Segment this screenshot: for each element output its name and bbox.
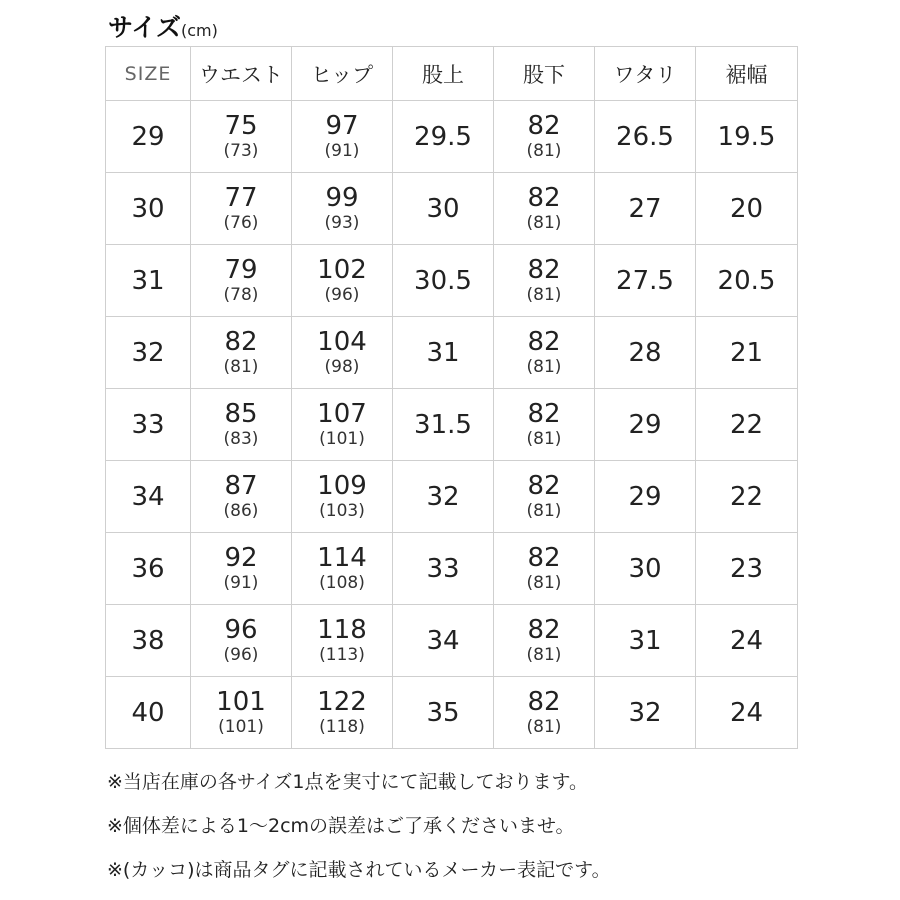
- cell-inseam: [494, 389, 595, 461]
- cell-hip-value: 107: [317, 398, 367, 429]
- cell-hip-value: 102: [317, 254, 367, 285]
- cell-thigh: [595, 389, 696, 461]
- cell-rise: [393, 677, 494, 749]
- title-unit: (cm): [181, 21, 218, 40]
- cell-rise-value: 30: [426, 193, 460, 224]
- cell-hip-value: 104: [317, 326, 367, 357]
- cell-inseam-tag-value: (81): [526, 572, 562, 593]
- cell-hem-value: 20.5: [717, 265, 776, 296]
- cell-waist: [191, 461, 292, 533]
- cell-rise-value: 34: [426, 625, 460, 656]
- header-hip: ヒップ: [292, 47, 393, 101]
- cell-thigh-value: 29: [628, 409, 662, 440]
- cell-hem: [696, 173, 798, 245]
- cell-waist-value: 92: [224, 542, 258, 573]
- cell-waist-tag-value: (78): [223, 284, 259, 305]
- cell-inseam: [494, 605, 595, 677]
- table-row: [106, 317, 798, 389]
- header-waist: ウエスト: [191, 47, 292, 101]
- cell-waist: [191, 101, 292, 173]
- cell-hem: [696, 533, 798, 605]
- cell-inseam-tag-value: (81): [526, 428, 562, 449]
- cell-hip: [292, 173, 393, 245]
- cell-waist-value: 79: [224, 254, 258, 285]
- cell-hem-value: 19.5: [717, 121, 776, 152]
- cell-hem: [696, 101, 798, 173]
- cell-thigh-value: 32: [628, 697, 662, 728]
- cell-rise: [393, 461, 494, 533]
- cell-thigh: [595, 173, 696, 245]
- cell-waist: [191, 677, 292, 749]
- cell-waist-tag-value: (81): [223, 356, 259, 377]
- cell-hip: [292, 533, 393, 605]
- cell-waist-value: 82: [224, 326, 258, 357]
- header-size: SIZE: [106, 47, 191, 101]
- cell-inseam: [494, 317, 595, 389]
- cell-inseam-value: 82: [527, 614, 561, 645]
- cell-hip: [292, 317, 393, 389]
- table-row: [106, 389, 798, 461]
- cell-hip-value: 99: [325, 182, 359, 213]
- cell-rise-value: 30.5: [414, 265, 472, 296]
- cell-rise-value: 31: [426, 337, 460, 368]
- cell-hem-value: 24: [729, 697, 764, 728]
- cell-hip-tag-value: (96): [324, 284, 360, 305]
- cell-thigh-value: 27.5: [616, 265, 674, 296]
- cell-hem: [696, 317, 798, 389]
- notes: [107, 760, 611, 892]
- table-row: [106, 677, 798, 749]
- size-table: [105, 46, 798, 749]
- cell-hip-tag-value: (113): [319, 644, 365, 665]
- cell-thigh: [595, 101, 696, 173]
- cell-size: 30: [106, 173, 191, 245]
- cell-thigh-value: 30: [628, 553, 662, 584]
- cell-thigh: [595, 605, 696, 677]
- cell-waist-value: 87: [224, 470, 258, 501]
- cell-rise: [393, 245, 494, 317]
- header-rise: 股上: [393, 47, 494, 101]
- cell-inseam-tag-value: (81): [526, 500, 562, 521]
- cell-hem: [696, 461, 798, 533]
- cell-inseam-tag-value: (81): [526, 284, 562, 305]
- table-row: [106, 461, 798, 533]
- cell-thigh: [595, 317, 696, 389]
- cell-waist-tag-value: (86): [223, 500, 259, 521]
- cell-thigh: [595, 461, 696, 533]
- cell-thigh-value: 29: [628, 481, 662, 512]
- cell-inseam-value: 82: [527, 398, 561, 429]
- cell-rise-value: 32: [426, 481, 460, 512]
- title-main: サイズ: [108, 13, 182, 42]
- table-row: [106, 245, 798, 317]
- header-hem: 裾幅: [696, 47, 798, 101]
- cell-waist: [191, 173, 292, 245]
- cell-waist-value: 77: [224, 182, 258, 213]
- page-title: [108, 8, 218, 42]
- cell-hip-value: 109: [317, 470, 367, 501]
- cell-rise: [393, 317, 494, 389]
- cell-waist-tag-value: (91): [223, 572, 259, 593]
- cell-inseam-value: 82: [527, 686, 561, 717]
- cell-hem-value: 22: [729, 481, 764, 512]
- cell-thigh: [595, 677, 696, 749]
- cell-inseam: [494, 533, 595, 605]
- cell-inseam-value: 82: [527, 326, 561, 357]
- cell-size: 36: [106, 533, 191, 605]
- cell-hem: [696, 677, 798, 749]
- cell-size: 29: [106, 101, 191, 173]
- cell-inseam: [494, 245, 595, 317]
- cell-inseam: [494, 461, 595, 533]
- cell-hip: [292, 101, 393, 173]
- cell-hip-tag-value: (103): [319, 500, 365, 521]
- cell-hem-value: 22: [729, 409, 764, 440]
- cell-rise: [393, 389, 494, 461]
- cell-waist-value: 75: [224, 110, 258, 141]
- cell-inseam-tag-value: (81): [526, 356, 562, 377]
- cell-hip-tag-value: (118): [319, 716, 365, 737]
- cell-waist-value: 101: [216, 686, 266, 717]
- cell-waist-value: 85: [224, 398, 258, 429]
- cell-waist: [191, 605, 292, 677]
- cell-inseam-value: 82: [527, 542, 561, 573]
- cell-inseam-tag-value: (81): [526, 644, 562, 665]
- cell-hip-tag-value: (108): [319, 572, 365, 593]
- note: ※(カッコ)は商品タグに記載されているメーカー表記です。: [107, 859, 611, 881]
- cell-waist-tag-value: (76): [223, 212, 259, 233]
- cell-hem-value: 23: [729, 553, 764, 584]
- cell-inseam: [494, 101, 595, 173]
- cell-rise: [393, 605, 494, 677]
- header-thigh: ワタリ: [595, 47, 696, 101]
- cell-inseam-value: 82: [527, 470, 561, 501]
- cell-inseam-value: 82: [527, 182, 561, 213]
- cell-thigh: [595, 245, 696, 317]
- cell-waist: [191, 389, 292, 461]
- cell-waist: [191, 245, 292, 317]
- cell-size: 38: [106, 605, 191, 677]
- cell-hem-value: 21: [729, 337, 764, 368]
- cell-hip-value: 122: [317, 686, 367, 717]
- cell-hip: [292, 677, 393, 749]
- table-header-row: [106, 47, 798, 101]
- cell-hip: [292, 605, 393, 677]
- cell-waist-tag-value: (101): [218, 716, 264, 737]
- cell-size: 33: [106, 389, 191, 461]
- cell-hem: [696, 245, 798, 317]
- cell-size: 32: [106, 317, 191, 389]
- cell-hip: [292, 461, 393, 533]
- table-row: [106, 101, 798, 173]
- table-row: [106, 173, 798, 245]
- cell-inseam-tag-value: (81): [526, 212, 562, 233]
- cell-hip-value: 118: [317, 614, 367, 645]
- cell-rise: [393, 173, 494, 245]
- cell-hip-value: 114: [317, 542, 367, 573]
- cell-waist-tag-value: (73): [223, 140, 259, 161]
- cell-hip-value: 97: [325, 110, 359, 141]
- table-row: [106, 533, 798, 605]
- cell-hip: [292, 389, 393, 461]
- cell-rise-value: 29.5: [414, 121, 472, 152]
- cell-inseam-tag-value: (81): [526, 140, 562, 161]
- cell-waist: [191, 317, 292, 389]
- cell-inseam-tag-value: (81): [526, 716, 562, 737]
- table-body: [106, 101, 798, 749]
- cell-thigh: [595, 533, 696, 605]
- cell-hip-tag-value: (98): [324, 356, 360, 377]
- cell-inseam: [494, 173, 595, 245]
- header-inseam: 股下: [494, 47, 595, 101]
- cell-inseam: [494, 677, 595, 749]
- cell-thigh-value: 27: [628, 193, 662, 224]
- cell-thigh-value: 28: [628, 337, 662, 368]
- cell-hip-tag-value: (93): [324, 212, 360, 233]
- cell-hip-tag-value: (101): [319, 428, 365, 449]
- cell-rise-value: 31.5: [414, 409, 472, 440]
- cell-rise-value: 35: [426, 697, 460, 728]
- cell-hem: [696, 605, 798, 677]
- cell-hem-value: 20: [729, 193, 764, 224]
- cell-thigh-value: 26.5: [616, 121, 674, 152]
- note: ※当店在庫の各サイズ1点を実寸にて記載しております。: [107, 771, 588, 793]
- cell-rise: [393, 533, 494, 605]
- cell-rise-value: 33: [426, 553, 460, 584]
- table-row: [106, 605, 798, 677]
- cell-waist-tag-value: (96): [223, 644, 259, 665]
- cell-hip: [292, 245, 393, 317]
- cell-hem-value: 24: [729, 625, 764, 656]
- cell-inseam-value: 82: [527, 110, 561, 141]
- cell-thigh-value: 31: [628, 625, 662, 656]
- cell-inseam-value: 82: [527, 254, 561, 285]
- cell-waist-value: 96: [224, 614, 258, 645]
- cell-waist-tag-value: (83): [223, 428, 259, 449]
- cell-waist: [191, 533, 292, 605]
- cell-size: 34: [106, 461, 191, 533]
- cell-hip-tag-value: (91): [324, 140, 360, 161]
- cell-size: 31: [106, 245, 191, 317]
- note: ※個体差による1〜2cmの誤差はご了承くださいませ。: [107, 815, 575, 837]
- cell-hem: [696, 389, 798, 461]
- cell-size: 40: [106, 677, 191, 749]
- cell-rise: [393, 101, 494, 173]
